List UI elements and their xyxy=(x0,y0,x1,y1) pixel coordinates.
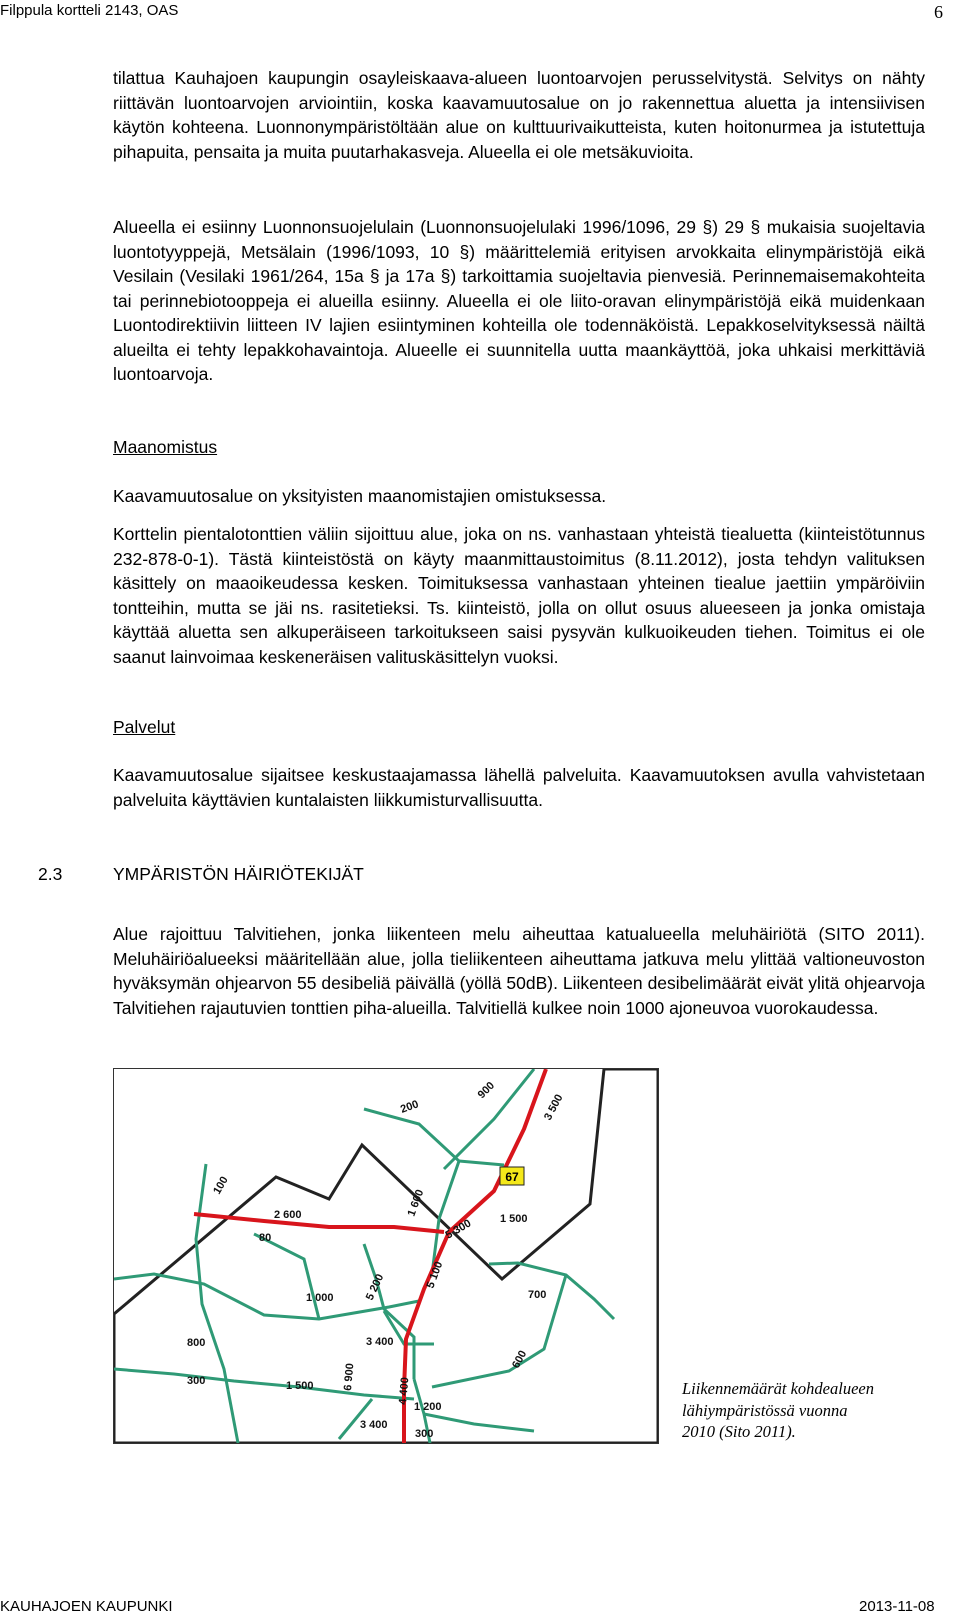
map-caption-line-1: Liikennemäärät kohdealueen xyxy=(682,1379,874,1398)
traffic-label-1500-lower: 1 500 xyxy=(286,1380,314,1392)
paragraph-luontoarvot: tilattua Kauhajoen kaupungin osayleiskaava-alueen luontoarvojen perusselvitystä. Selvitys on nähty riittävän luontoarvojen arviointiin, koska kaavamuutosalue on jo rakennettua aluetta ja intensiivisen käytön kohteena. Luonnonympäristöltään alue on kulttuurivaikutteista, kuten hoitonurmea ja istutettuja pihapuita, pensaita ja muita puutarhakasveja. Alueella ei ole metsäkuvioita. xyxy=(113,68,925,162)
traffic-label-900: 900 xyxy=(475,1079,498,1102)
traffic-label-700: 700 xyxy=(528,1289,547,1301)
traffic-label-5100: 5 100 xyxy=(424,1260,446,1291)
traffic-label-100: 100 xyxy=(211,1174,231,1197)
traffic-label-800: 800 xyxy=(187,1337,206,1349)
traffic-label-3400-upper: 3 400 xyxy=(366,1336,394,1348)
footer-organization: KAUHAJOEN KAUPUNKI xyxy=(0,1598,173,1615)
traffic-label-1500: 1 500 xyxy=(500,1213,528,1225)
heading-palvelut: Palvelut xyxy=(113,717,176,737)
traffic-label-80: 80 xyxy=(259,1232,272,1244)
traffic-label-3500: 3 500 xyxy=(542,1092,566,1123)
traffic-label-300-bottom: 300 xyxy=(415,1428,434,1440)
map-caption-line-3: 2010 (Sito 2011). xyxy=(682,1422,796,1441)
page-number: 6 xyxy=(934,2,943,22)
traffic-label-6900: 6 900 xyxy=(342,1362,357,1392)
traffic-map-svg xyxy=(114,1069,658,1443)
paragraph-palvelut: Kaavamuutosalue sijaitsee keskustaajamassa lähellä palveluita. Kaavamuutoksen avulla vahvistetaan palveluita käyttävien kuntalaisten liikkumisturvallisuutta. xyxy=(113,765,925,810)
traffic-label-200: 200 xyxy=(398,1098,421,1116)
traffic-label-300-left: 300 xyxy=(187,1375,206,1387)
section-number: 2.3 xyxy=(38,864,63,884)
traffic-label-2600: 2 600 xyxy=(274,1209,302,1221)
traffic-label-5200: 5 200 xyxy=(363,1272,387,1303)
map-caption-line-2: lähiympäristössä vuonna xyxy=(682,1400,848,1420)
traffic-map xyxy=(113,1068,659,1444)
footer-date: 2013-11-08 xyxy=(859,1598,935,1615)
traffic-label-1200: 1 200 xyxy=(414,1401,442,1413)
paragraph-omistus: Kaavamuutosalue on yksityisten maanomistajien omistuksessa. xyxy=(113,486,607,506)
section-title: YMPÄRISTÖN HÄIRIÖTEKIJÄT xyxy=(113,864,364,884)
map-caption xyxy=(682,1378,932,1443)
traffic-label-4400: 4 400 xyxy=(397,1376,412,1406)
traffic-label-1000: 1 000 xyxy=(306,1292,334,1304)
road-number-label: 67 xyxy=(505,1170,519,1184)
paragraph-suojelu: Alueella ei esiinny Luonnonsuojelulain (Luonnonsuojelulaki 1996/1096, 29 §) 29 § mukaisia suojeltavia luontotyyppejä, Metsälain (1996/1093, 10 §) määrittelemiä erityisen arvokkaita elinympäristöjä eikä Vesilain (Vesilaki 1961/264, 15a § ja 17a §) tarkoittamia suojeltavia pienvesiä. Perinnemaisemakohteita tai perinnebiotooppeja ei alueilla esiinny. Alueella ei ole liito-oravan elinympäristöjä eikä muidenkaan Luontodirektiivin liitteen IV lajien esiintyminen kohteilla ole todennäköistä. Lepakkoselvityksessä näiltä alueilta ei tehty lepakkohavaintoja. Alueelle ei suunnitella uutta maankäyttöä, joka uhkaisi merkittäviä luontoarvoja. xyxy=(113,217,925,384)
road-number-sign xyxy=(500,1167,524,1185)
paragraph-melu: Alue rajoittuu Talvitiehen, jonka liikenteen melu aiheuttaa katualueella meluhäiriötä (SITO 2011). Meluhäiriöalueeksi määritellään alue, jolla tieliikenteen aiheuttama jatkuva melu ylittää valtioneuvoston hyväksymän ohjearvon 55 desibeliä päivällä (yöllä 50dB). Liikenteen desibelimäärät eivät ylitä ohjearvoja Talvitiehen rajautuvien tonttien piha-alueilla. Talvitiellä kulkee noin 1000 ajoneuvoa vuorokaudessa. xyxy=(113,924,925,1018)
traffic-label-5300: 5 300 xyxy=(443,1217,474,1242)
traffic-label-1600: 1 600 xyxy=(405,1188,427,1219)
traffic-label-600: 600 xyxy=(510,1348,530,1371)
traffic-label-3400-lower: 3 400 xyxy=(360,1419,388,1431)
paragraph-tiealue: Korttelin pientalotonttien väliin sijoittuu alue, joka on ns. vanhastaan yhteistä tiealuetta (kiinteistötunnus 232-878-0-1). Tästä kiinteistöstä on käyty maanmittaustoimitus (8.11.2012), josta tehdyn valituksen käsittely on maaoikeudessa kesken. Toimituksessa vanhastaan yhteinen tiealue jaettiin ympäröiviin tontteihin, mutta se jäi ns. rasitetieksi. Ts. kiinteistö, jolla on ollut osuus alueeseen ja jonka omistaja käyttää aluetta sen alkuperäiseen tarkoitukseen saisi pysyvän kulkuoikeuden tiehen. Toimitus ei ole saanut lainvoimaa keskeneräisen valituskäsittelyn vuoksi. xyxy=(113,524,925,667)
heading-maanomistus: Maanomistus xyxy=(113,437,218,457)
running-header-title: Filppula kortteli 2143, OAS xyxy=(0,2,179,19)
